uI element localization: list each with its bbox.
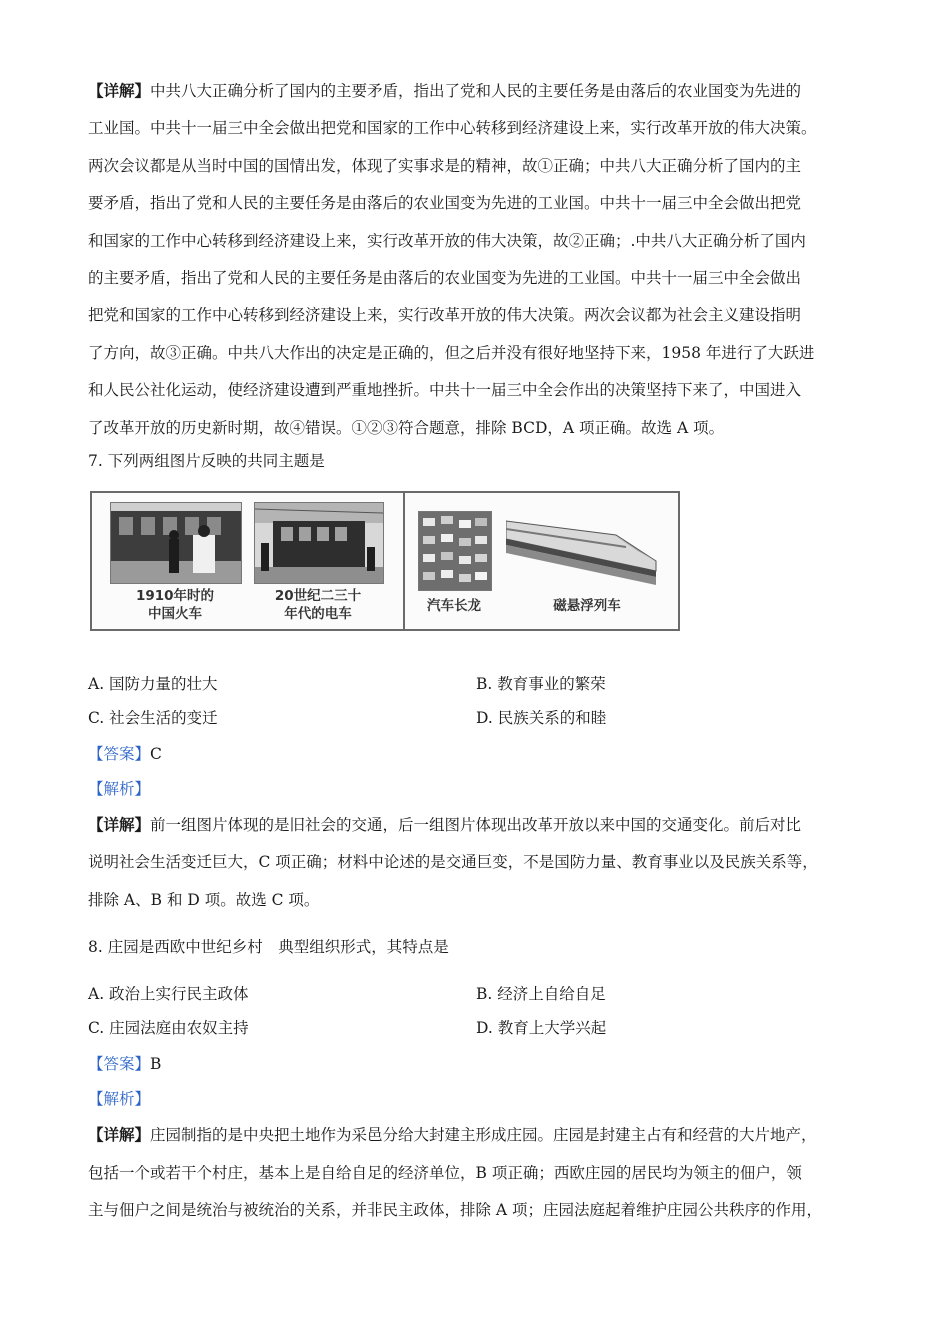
q8-answer-line bbox=[88, 1053, 878, 1075]
q6-detail-line: 【详解】中共八大正确分析了国内的主要矛盾，指出了党和人民的主要任务是由落后的农业国变为先进的 bbox=[88, 81, 802, 100]
q6-detail-line: 两次会议都是从当时中国的国情出发，体现了实事求是的精神，故①正确；中共八大正确分析了国内的主 bbox=[88, 156, 802, 175]
caption-maglev: 磁悬浮列车 bbox=[553, 598, 621, 615]
q6-detail-line: 工业国。中共十一届三中全会做出把党和国家的工作中心转移到经济建设上来，实行改革开放的伟大决策。 bbox=[88, 119, 817, 138]
q7-detail-label: 【详解】 bbox=[88, 815, 151, 835]
q7-figure bbox=[90, 491, 680, 631]
q8-answer-value: B bbox=[150, 1055, 162, 1074]
photo-tram bbox=[254, 502, 384, 584]
q6-detail-line: 和国家的工作中心转移到经济建设上来，实行改革开放的伟大决策，故②正确；.中共八大正确分析了国内 bbox=[88, 231, 806, 250]
q7-option-a[interactable]: A. 国防力量的壮大 bbox=[88, 675, 218, 694]
q7-option-d[interactable]: D. 民族关系的和睦 bbox=[476, 709, 607, 728]
caption-tram: 20世纪二三十 年代的电车 bbox=[274, 588, 362, 623]
q6-detail-line: 了改革开放的历史新时期，故④错误。①②③符合题意，排除 BCD，A 项正确。故选 A 项。 bbox=[88, 418, 725, 437]
q6-detail-paragraph bbox=[88, 72, 878, 447]
q6-detail-line: 的主要矛盾，指出了党和人民的主要任务是由落后的农业国变为先进的工业国。中共十一届三中全会做出 bbox=[88, 269, 802, 288]
q6-detail-label: 【详解】 bbox=[88, 81, 151, 100]
q8-detail-paragraph bbox=[88, 1116, 878, 1229]
q7-option-b[interactable]: B. 教育事业的繁荣 bbox=[476, 675, 606, 694]
q8-detail-line: 包括一个或若干个村庄，基本上是自给自足的经济单位，B 项正确；西欧庄园的居民均为领主的佃户，领 bbox=[88, 1163, 802, 1182]
q7-detail-line: 排除 A、B 和 D 项。故选 C 项。 bbox=[88, 890, 320, 909]
q6-detail-line: 了方向，故③正确。中共八大作出的决定是正确的，但之后并没有很好地坚持下来，1958 年进行了大跃进 bbox=[88, 343, 815, 362]
q8-option-c[interactable]: C. 庄园法庭由农奴主持 bbox=[88, 1019, 249, 1038]
document-page bbox=[88, 72, 878, 1230]
q7-answer-value: C bbox=[150, 745, 162, 764]
q8-detail-line: 【详解】庄园制指的是中央把土地作为采邑分给大封建主形成庄园。庄园是封建主占有和经营的大片地产， bbox=[88, 1125, 817, 1145]
q7-option-c[interactable]: C. 社会生活的变迁 bbox=[88, 709, 218, 728]
q7-options bbox=[88, 673, 878, 729]
q6-detail-line: 要矛盾，指出了党和人民的主要任务是由落后的农业国变为先进的工业国。中共十一届三中全会做出把党 bbox=[88, 194, 802, 213]
q8-options bbox=[88, 983, 878, 1039]
q8-option-a[interactable]: A. 政治上实行民主政体 bbox=[88, 985, 249, 1004]
q6-detail-line: 把党和国家的工作中心转移到经济建设上来，实行改革开放的伟大决策。两次会议都为社会主义建设指明 bbox=[88, 306, 802, 325]
photo-traffic-jam bbox=[418, 511, 492, 591]
q7-detail-paragraph bbox=[88, 806, 878, 919]
q7-answer-tag: 【答案】 bbox=[88, 745, 151, 764]
q8-analysis-tag: 【解析】 bbox=[88, 1090, 151, 1109]
q8-option-b[interactable]: B. 经济上自给自足 bbox=[476, 985, 606, 1004]
train-image bbox=[111, 503, 241, 583]
q6-detail-line: 和人民公社化运动，使经济建设遭到严重地挫折。中共十一届三中全会作出的决策坚持下来了，中国进入 bbox=[88, 381, 802, 400]
tram-image bbox=[255, 503, 383, 583]
maglev-image bbox=[506, 505, 662, 591]
q8-detail-label: 【详解】 bbox=[88, 1125, 151, 1145]
q8-option-d[interactable]: D. 教育上大学兴起 bbox=[476, 1019, 607, 1038]
q7-answer-line bbox=[88, 743, 878, 765]
q8-stem: 8. 庄园是西欧中世纪乡村 典型组织形式，其特点是 bbox=[88, 938, 449, 957]
q7-analysis-tag: 【解析】 bbox=[88, 780, 151, 799]
q8-answer-tag: 【答案】 bbox=[88, 1055, 151, 1074]
q7-detail-line: 说明社会生活变迁巨大，C 项正确；材料中论述的是交通巨变，不是国防力量、教育事业以及民族关系等， bbox=[88, 853, 818, 872]
traffic-image bbox=[419, 512, 491, 590]
figure-divider bbox=[403, 493, 405, 629]
q8-detail-line: 主与佃户之间是统治与被统治的关系，并非民主政体，排除 A 项；庄园法庭起着维护庄园公共秩序的作用， bbox=[88, 1201, 823, 1220]
photo-maglev bbox=[506, 505, 662, 591]
photo-1910-train bbox=[110, 502, 242, 584]
q7-detail-line: 【详解】前一组图片体现的是旧社会的交通，后一组图片体现出改革开放以来中国的交通变化。前后对比 bbox=[88, 815, 802, 835]
q7-stem: 7. 下列两组图片反映的共同主题是 bbox=[88, 452, 325, 471]
caption-traffic-jam: 汽车长龙 bbox=[427, 598, 481, 615]
caption-1910-train: 1910年时的 中国火车 bbox=[135, 588, 215, 623]
